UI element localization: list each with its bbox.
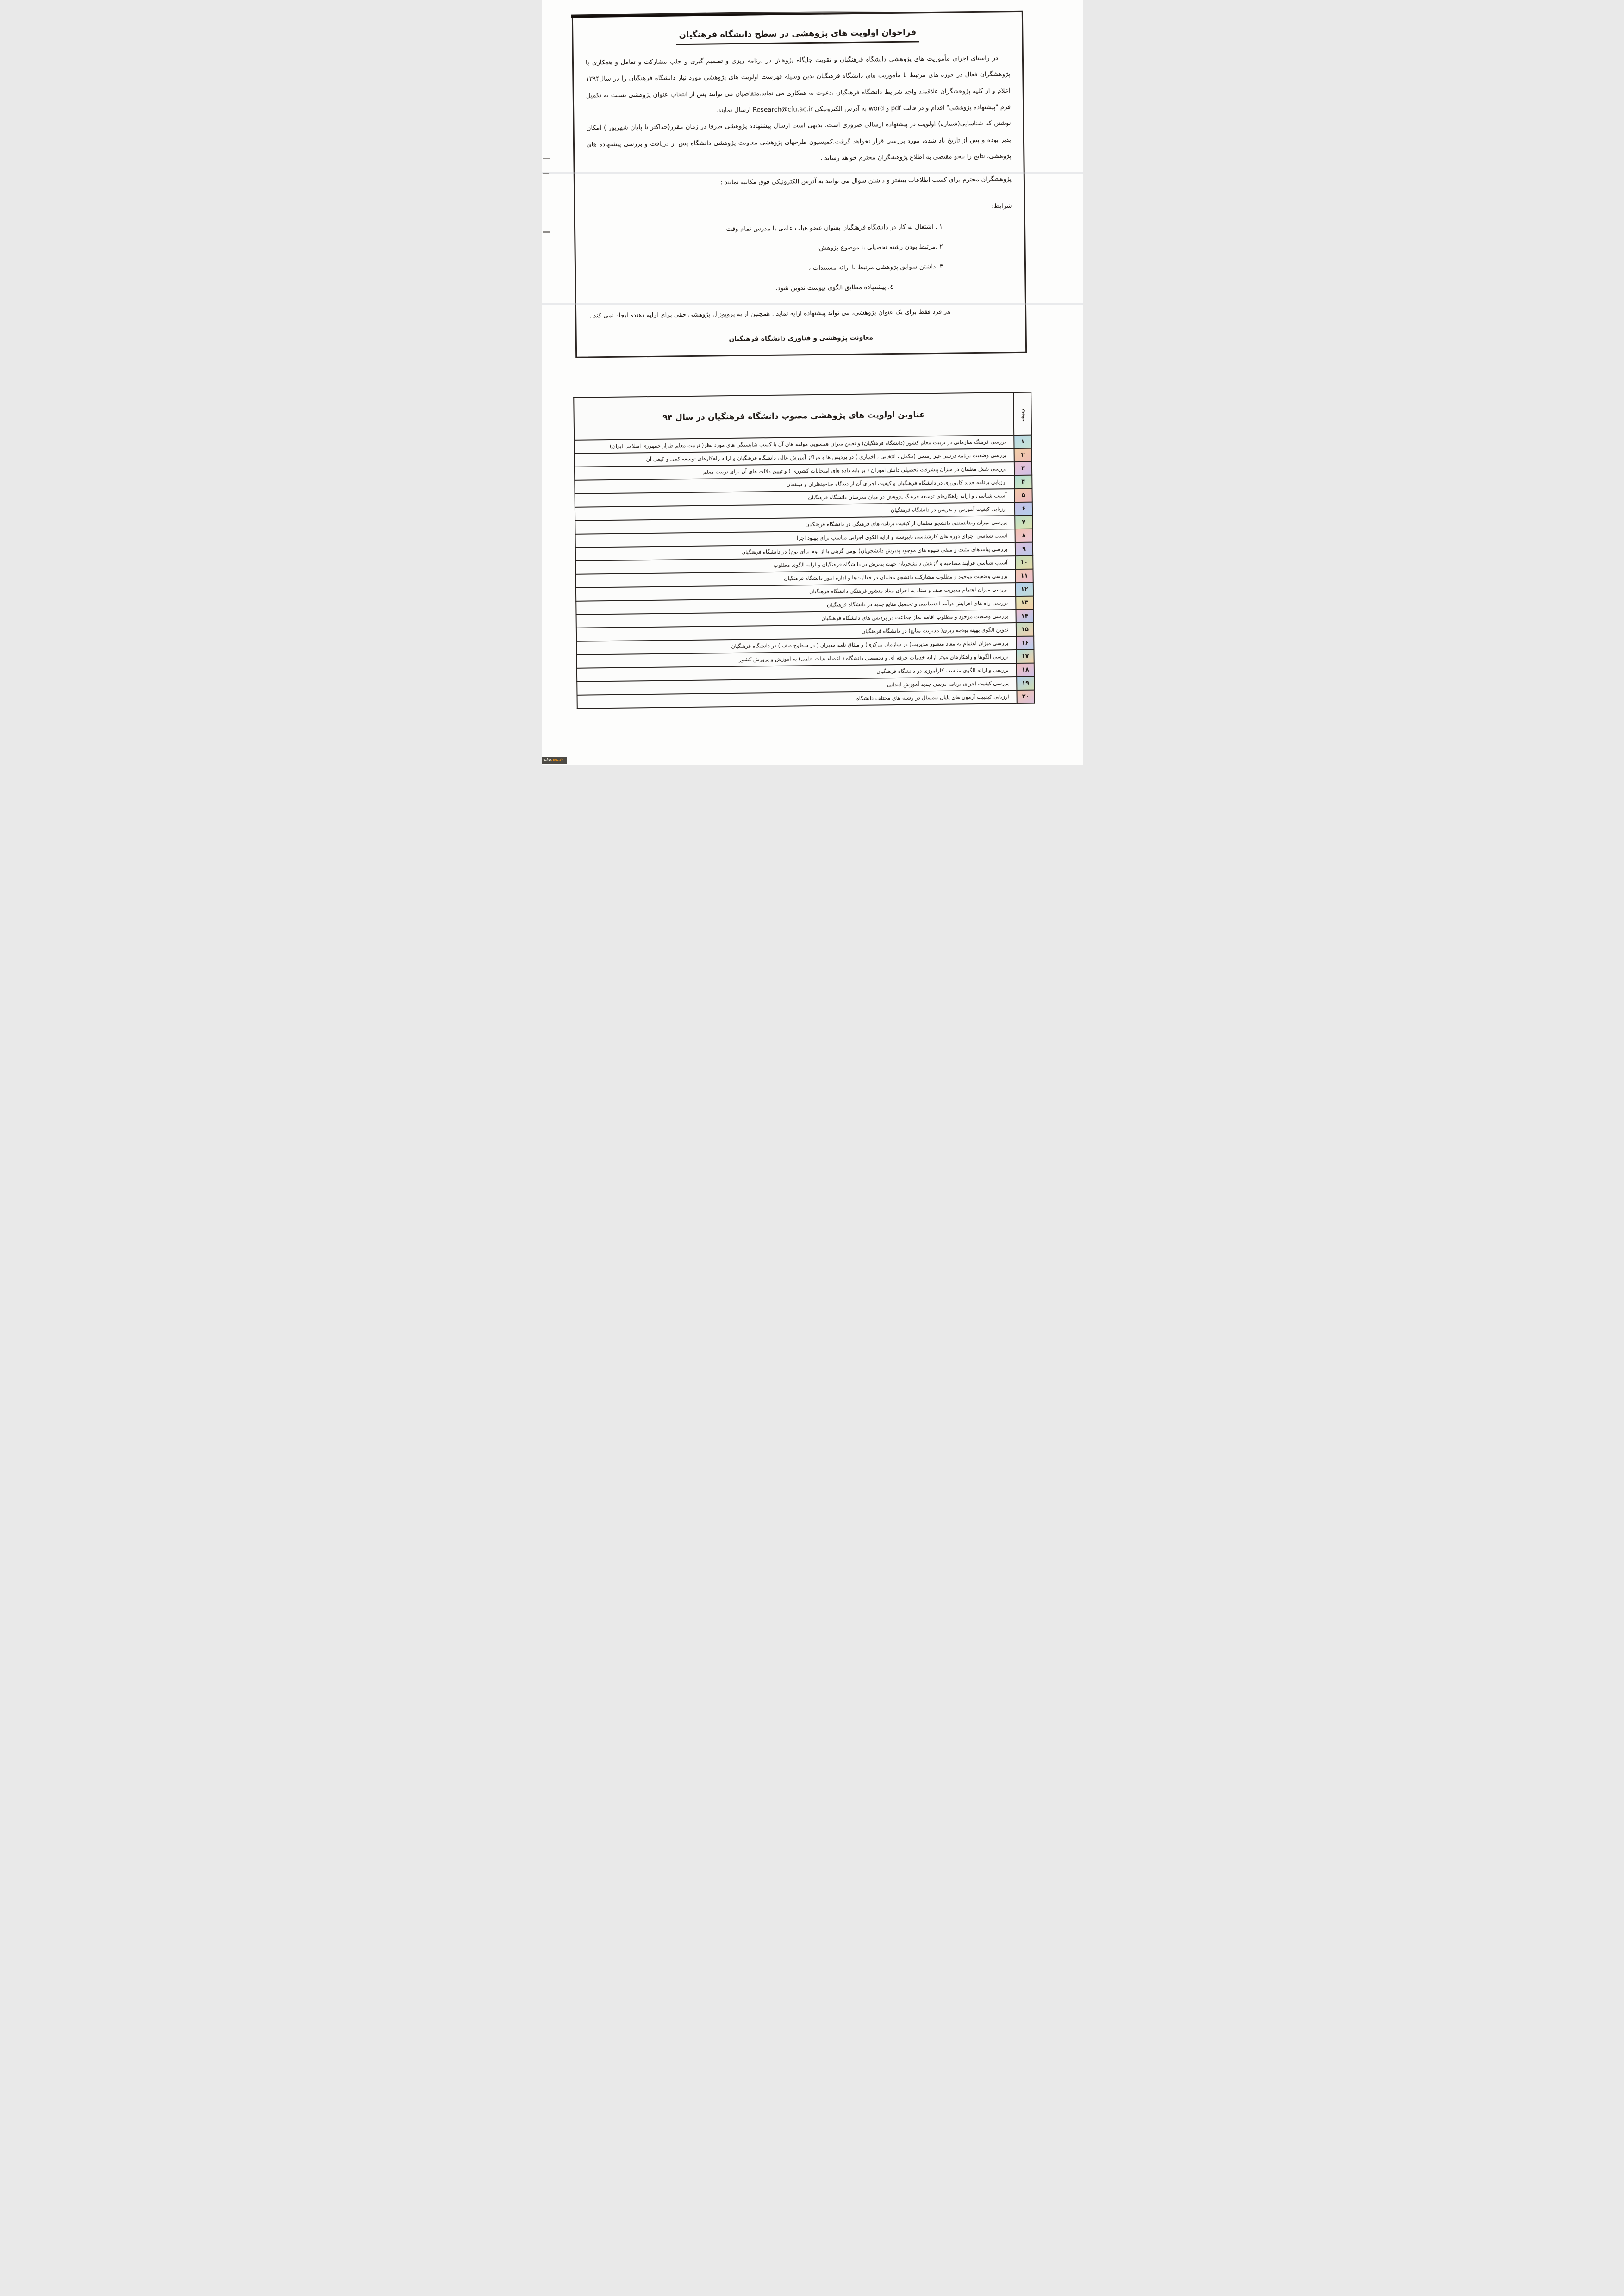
- row-number-cell: ۱۵: [1016, 623, 1033, 636]
- row-title-cell: بررسی وضعیت برنامه درسی غیر رسمی (مکمل ، انتخابی ، اختیاری ) در پردیس ها و مراکز آموزش عالی دانشگاه فرهنگیان و ارائه راهکارهای توسعه کمی و کیفی آن: [574, 448, 1014, 467]
- notice-box: [571, 11, 1026, 358]
- row-title-cell: بررسی پیامدهای مثبت و منفی شیوه های موجود پذیرش دانشجویان( بومی گزینی یا از بوم برای بوم) در دانشگاه فرهنگیان: [575, 542, 1015, 561]
- row-number-cell: ۹: [1015, 542, 1032, 556]
- conditions-label: شرایط:: [991, 202, 1012, 210]
- row-number-cell: ۱۷: [1016, 650, 1034, 663]
- row-title-cell: بررسی میزان اهتمام مدیریت صف و ستاد به اجرای مفاد منشور فرهنگی دانشگاه فرهنگیان: [575, 583, 1015, 601]
- row-number-header-cell: [1013, 392, 1031, 435]
- scan-artifact-margin-dash: [543, 231, 550, 233]
- condition-item: ۳ .داشتن سوابق پژوهشی مرتبط با ارائه مستندات ،: [808, 262, 943, 272]
- row-title-cell: بررسی و ارائه الگوی مناسب کارآموزی در دانشگاه فرهنگیان: [576, 663, 1016, 682]
- conditions-list: [587, 222, 1013, 294]
- row-number-cell: ۱۲: [1015, 583, 1033, 596]
- notice-paragraph-3: پژوهشگران محترم برای کسب اطلاعات بیشتر و داشتن سوال می توانند به آدرس الکترونیکی فوق مکاتبه نمایند :: [720, 175, 1012, 186]
- row-number-cell: ۶: [1014, 502, 1032, 516]
- site-watermark: [542, 757, 567, 764]
- watermark-prefix: cfu: [543, 758, 551, 762]
- row-title-cell: ارزیابی کیفیت آموزش و تدریس در دانشگاه فرهنگیان: [575, 502, 1014, 521]
- row-title-cell: بررسی وضعیت موجود و مطلوب مشارکت دانشجو معلمان در فعالیت‌ها و اداره امور دانشگاه فرهنگیان: [575, 569, 1015, 588]
- notice-note: هر فرد فقط برای یک عنوان پژوهشی، می تواند پیشنهاده ارایه نماید . همچنین ارایه پروپوزال پژوهشی حقی برای ارایه دهنده ایجاد نمی کند .: [589, 308, 950, 320]
- signature-line: معاونت پژوهشی و فناوری دانشگاه فرهنگیان: [728, 334, 873, 343]
- table-title-cell: عناوین اولویت های پژوهشی مصوب دانشگاه فرهنگیان در سال ۹۴: [574, 392, 1014, 440]
- row-number-cell: ۱۱: [1015, 569, 1033, 583]
- scan-content: [542, 0, 1083, 765]
- row-number-cell: ۱۸: [1016, 663, 1034, 677]
- row-title-cell: تدوین الگوی بهینه بودجه ریزی( مدیریت منابع) در دانشگاه فرهنگیان: [576, 623, 1016, 641]
- row-title-cell: بررسی فرهنگ سازمانی در تربیت معلم کشور (دانشگاه فرهنگیان) و تعیین میزان همسویی مولفه های آن با کسب شایستگی های مورد نظر( تربیت معلم طراز جمهوری اسلامی ایران): [574, 435, 1014, 454]
- scan-artifact-margin-dash: [543, 158, 550, 159]
- notice-title: [585, 26, 1010, 41]
- row-number-cell: ۱۳: [1016, 596, 1033, 610]
- row-number-cell: ۷: [1015, 516, 1032, 529]
- row-number-cell: ۳: [1014, 462, 1031, 475]
- priorities-table: [573, 392, 1035, 709]
- row-number-cell: ۸: [1015, 529, 1032, 542]
- row-title-cell: بررسی الگوها و راهکارهای موثر ارایه خدمات حرفه ای و تخصصی دانشگاه ( اعضاء هیات علمی) به آموزش و پرورش کشور: [576, 650, 1016, 668]
- notice-paragraph-1: در راستای اجرای مأموریت های پژوهشی دانشگاه فرهنگیان و تقویت جایگاه پژوهش در برنامه ریزی و تصمیم گیری و جلب مشارکت و تعامل و همکاری با پژوهشگران فعال در حوزه های مرتبط با مأموریت های دانشگاه فرهنگیان بدین وسیله فهرست اولویت های پژوهشی مورد نیاز دانشگاه فرهنگیان را در سال۱۳۹۴ اعلام و از کلیه پژوهشگران علاقمند واجد شرایط دانشگاه فرهنگیان ،دعوت به همکاری می نماید.متقاضیان می توانند پس از انتخاب عنوان پژوهشی نسبت به تکمیل فرم "پیشنهاده پژوهشی" اقدام و در قالب pdf و word به آدرس الکترونیکی Research@cfu.ac.ir ارسال نمایند.: [585, 54, 1011, 114]
- row-number-cell: ۲۰: [1017, 690, 1034, 703]
- row-title-cell: آسیب شناسی و ارایه راهکارهای توسعه فرهنگ پژوهش در میان مدرسان دانشگاه فرهنگیان: [575, 489, 1014, 507]
- condition-item: ٤. پیشنهاده مطابق الگوی پیوست تدوین شود.: [775, 283, 893, 292]
- row-number-cell: ۱۰: [1015, 556, 1033, 569]
- row-title-cell: بررسی میزان رضایتمندی دانشجو معلمان از کیفیت برنامه های فرهنگی در دانشگاه فرهنگیان: [575, 516, 1015, 534]
- scan-artifact-margin-dash: [543, 173, 549, 174]
- table-header-row: [574, 392, 1031, 440]
- row-title-cell: بررسی کیفیت اجرای برنامه درسی جدید آموزش ابتدایی: [577, 677, 1017, 695]
- row-number-cell: ۱۶: [1016, 636, 1034, 650]
- row-title-cell: بررسی نقش معلمان در میزان پیشرفت تحصیلی دانش آموزان ( بر پایه داده های امتحانات کشوری ) و تبیین دلالت های آن برای تربیت معلم: [574, 462, 1014, 480]
- row-number-cell: ۵: [1014, 489, 1032, 502]
- row-number-cell: ۴: [1014, 475, 1032, 489]
- scan-artifact-top-streak: [571, 10, 894, 18]
- notice-title-text: فراخوان اولویت های پژوهشی در سطح دانشگاه فرهنگیان: [676, 27, 919, 45]
- condition-item: ۱ . اشتغال به کار در دانشگاه فرهنگیان بعنوان عضو هیات علمی یا مدرس تمام وقت: [725, 223, 943, 233]
- row-number-cell: ۱۹: [1017, 677, 1034, 690]
- row-number-cell: ۱: [1014, 435, 1031, 448]
- row-title-cell: آسیب شناسی فرآیند مصاحبه و گزینش دانشجویان جهت پذیرش در دانشگاه فرهنگیان و ارایه الگوی مطلوب: [575, 556, 1015, 574]
- row-title-cell: ارزیابی برنامه جدید کارورزی در دانشگاه فرهنگیان و کیفیت اجرای آن از دیدگاه صاحبنظران و ذینفعان: [575, 475, 1014, 494]
- row-number-cell: ۱۴: [1016, 610, 1033, 623]
- row-number-header-label: ردیف: [1019, 408, 1025, 422]
- row-title-cell: بررسی میزان اهتمام به مفاد منشور مدیریت( در سازمان مرکزی) و میثاق نامه مدیران ( در سطوح صف ) در دانشگاه فرهنگیان: [576, 636, 1016, 655]
- row-title-cell: بررسی وضعیت موجود و مطلوب اقامه نماز جماعت در پردیس های دانشگاه فرهنگیان: [576, 610, 1016, 628]
- row-title-cell: آسیب شناسی اجرای دوره های کارشناسی ناپیوسته و ارایه الگوی اجرایی مناسب برای بهبود اجرا: [575, 529, 1015, 548]
- condition-item: ۲ .مرتبط بودن رشته تحصیلی با موضوع پژوهش،: [817, 243, 943, 252]
- watermark-suffix: .ac.ir: [551, 758, 564, 762]
- row-number-cell: ۲: [1014, 448, 1031, 462]
- row-title-cell: بررسی راه های افزایش درآمد اختصاصی و تحصیل منابع جدید در دانشگاه فرهنگیان: [576, 596, 1016, 615]
- notice-paragraph-2: نوشتن کد شناسایی(شماره) اولویت در پیشنهاده ارسالی ضروری است. بدیهی است ارسال پیشنهاده پژوهشی صرفا در زمان مقرر(حداکثر تا پایان شهریور ) امکان پذیر بوده و پس از تاریخ یاد شده، مورد بررسی قرار نخواهد گرفت.کمیسیون طرحهای پژوهشی معاونت پژوهشی دانشگاه پس از دریافت و بررسی پیشنهاده های پژوهشی، نتایج را بنحو مقتضی به اطلاع پژوهشگران محترم خواهد رساند .: [586, 119, 1011, 162]
- row-title-cell: ارزیابی کیقییت آزمون های پایان نیمسال در رشته های مختلف دانشگاه: [577, 690, 1017, 709]
- scanned-page: [542, 0, 1083, 765]
